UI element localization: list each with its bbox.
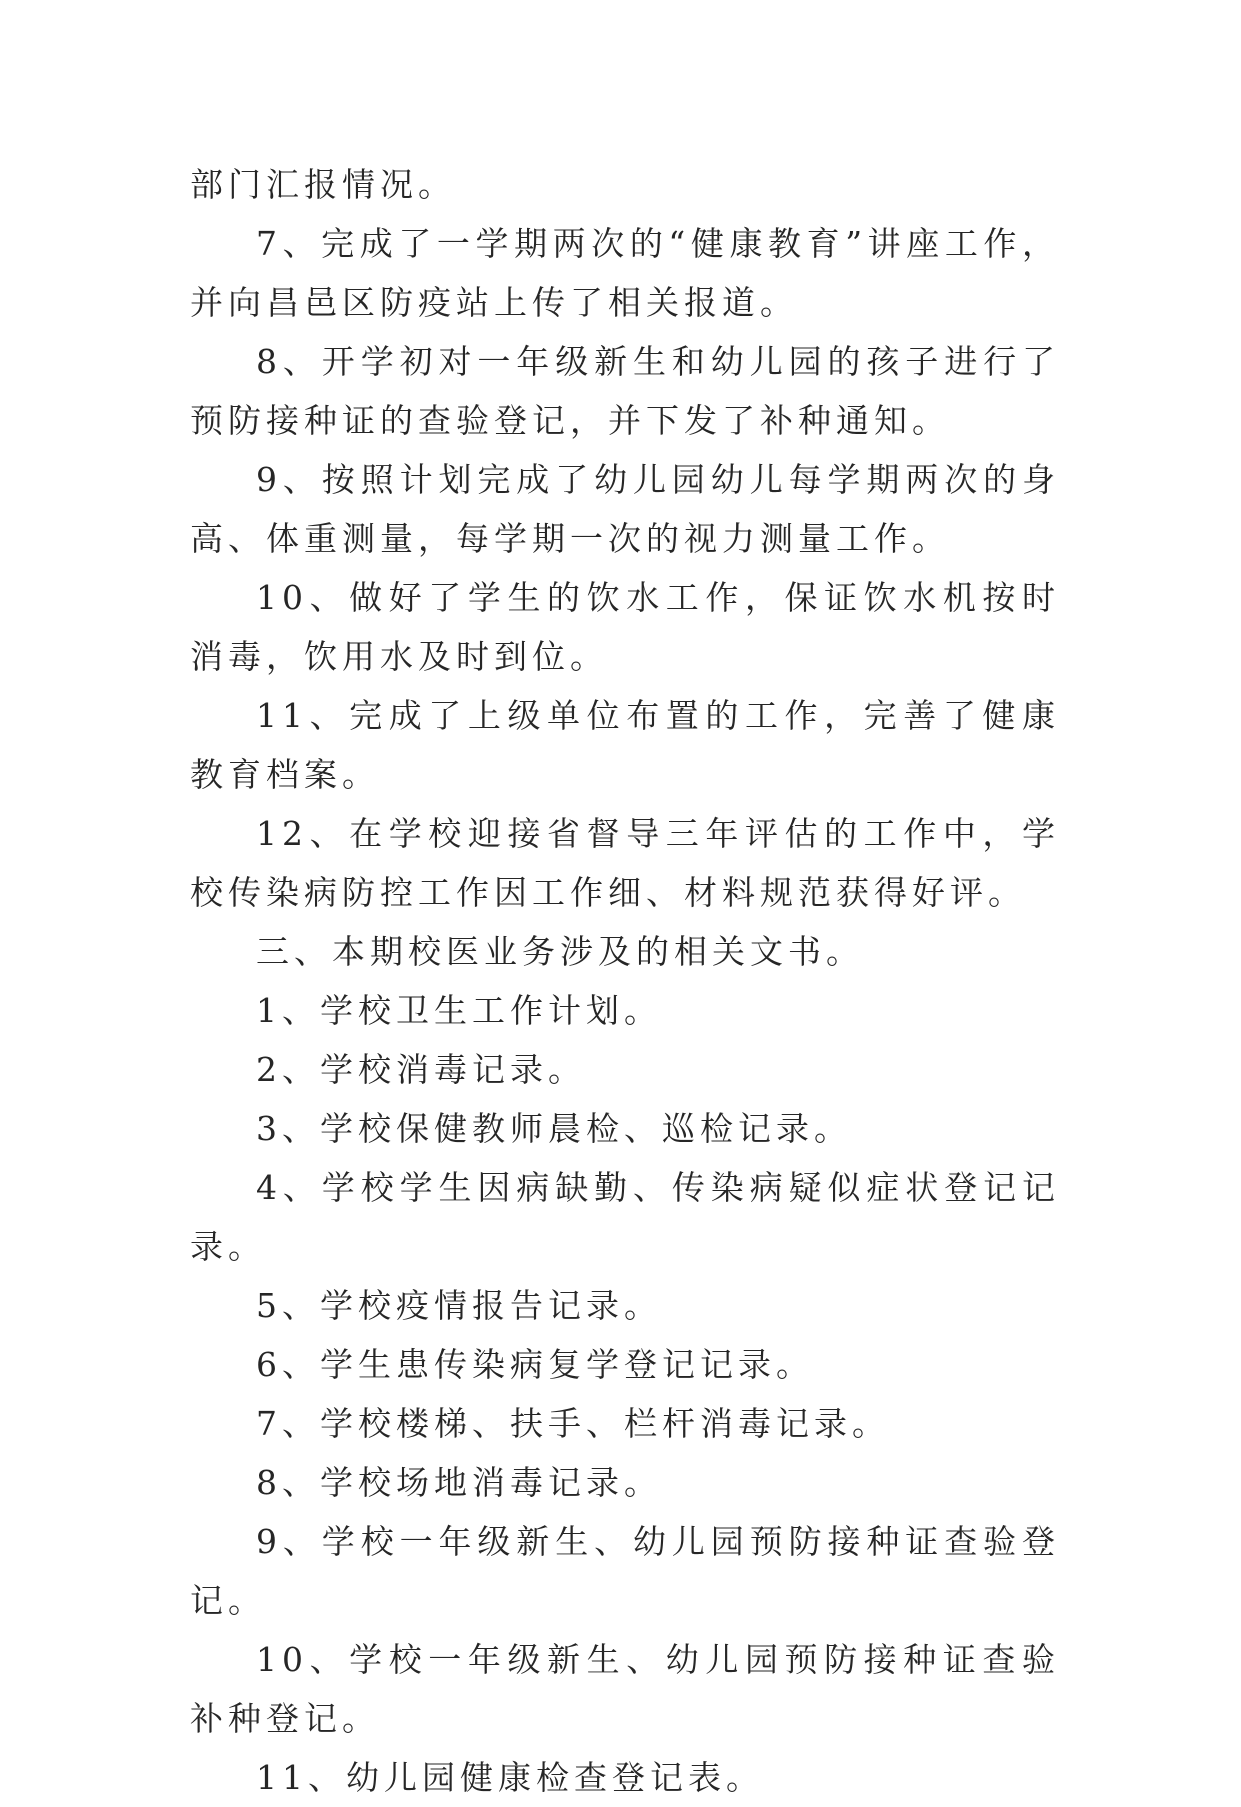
section-heading-3: 三、本期校医业务涉及的相关文书。 xyxy=(256,932,864,971)
list-item-doc-11: 11、幼儿园健康检查登记表。 xyxy=(256,1758,764,1797)
list-item-doc-3: 3、学校保健教师晨检、巡检记录。 xyxy=(256,1109,852,1148)
paragraph-continuation: 部门汇报情况。 xyxy=(190,165,456,204)
paragraph-item-10: 10、做好了学生的饮水工作，保证饮水机按时消毒，饮用水及时到位。 xyxy=(190,578,1060,676)
paragraph-item-9: 9、按照计划完成了幼儿园幼儿每学期两次的身高、体重测量，每学期一次的视力测量工作。 xyxy=(190,460,1060,558)
list-item-doc-2: 2、学校消毒记录。 xyxy=(256,1050,586,1089)
list-item-doc-5: 5、学校疫情报告记录。 xyxy=(256,1286,662,1325)
paragraph-item-11: 11、完成了上级单位布置的工作，完善了健康教育档案。 xyxy=(190,696,1060,794)
list-item-doc-9: 9、学校一年级新生、幼儿园预防接种证查验登记。 xyxy=(190,1522,1060,1620)
list-item-doc-10: 10、学校一年级新生、幼儿园预防接种证查验补种登记。 xyxy=(190,1640,1060,1738)
paragraph-item-8: 8、开学初对一年级新生和幼儿园的孩子进行了预防接种证的查验登记，并下发了补种通知。 xyxy=(190,342,1060,440)
list-item-doc-7: 7、学校楼梯、扶手、栏杆消毒记录。 xyxy=(256,1404,890,1443)
document-body xyxy=(190,155,1060,1807)
list-item-doc-6: 6、学生患传染病复学登记记录。 xyxy=(256,1345,814,1384)
list-item-doc-1: 1、学校卫生工作计划。 xyxy=(256,991,662,1030)
paragraph-item-12: 12、在学校迎接省督导三年评估的工作中，学校传染病防控工作因工作细、材料规范获得好评。 xyxy=(190,814,1060,912)
list-item-doc-4: 4、学校学生因病缺勤、传染病疑似症状登记记录。 xyxy=(190,1168,1060,1266)
paragraph-item-7: 7、完成了一学期两次的“健康教育”讲座工作，并向昌邑区防疫站上传了相关报道。 xyxy=(190,224,1060,322)
list-item-doc-8: 8、学校场地消毒记录。 xyxy=(256,1463,662,1502)
